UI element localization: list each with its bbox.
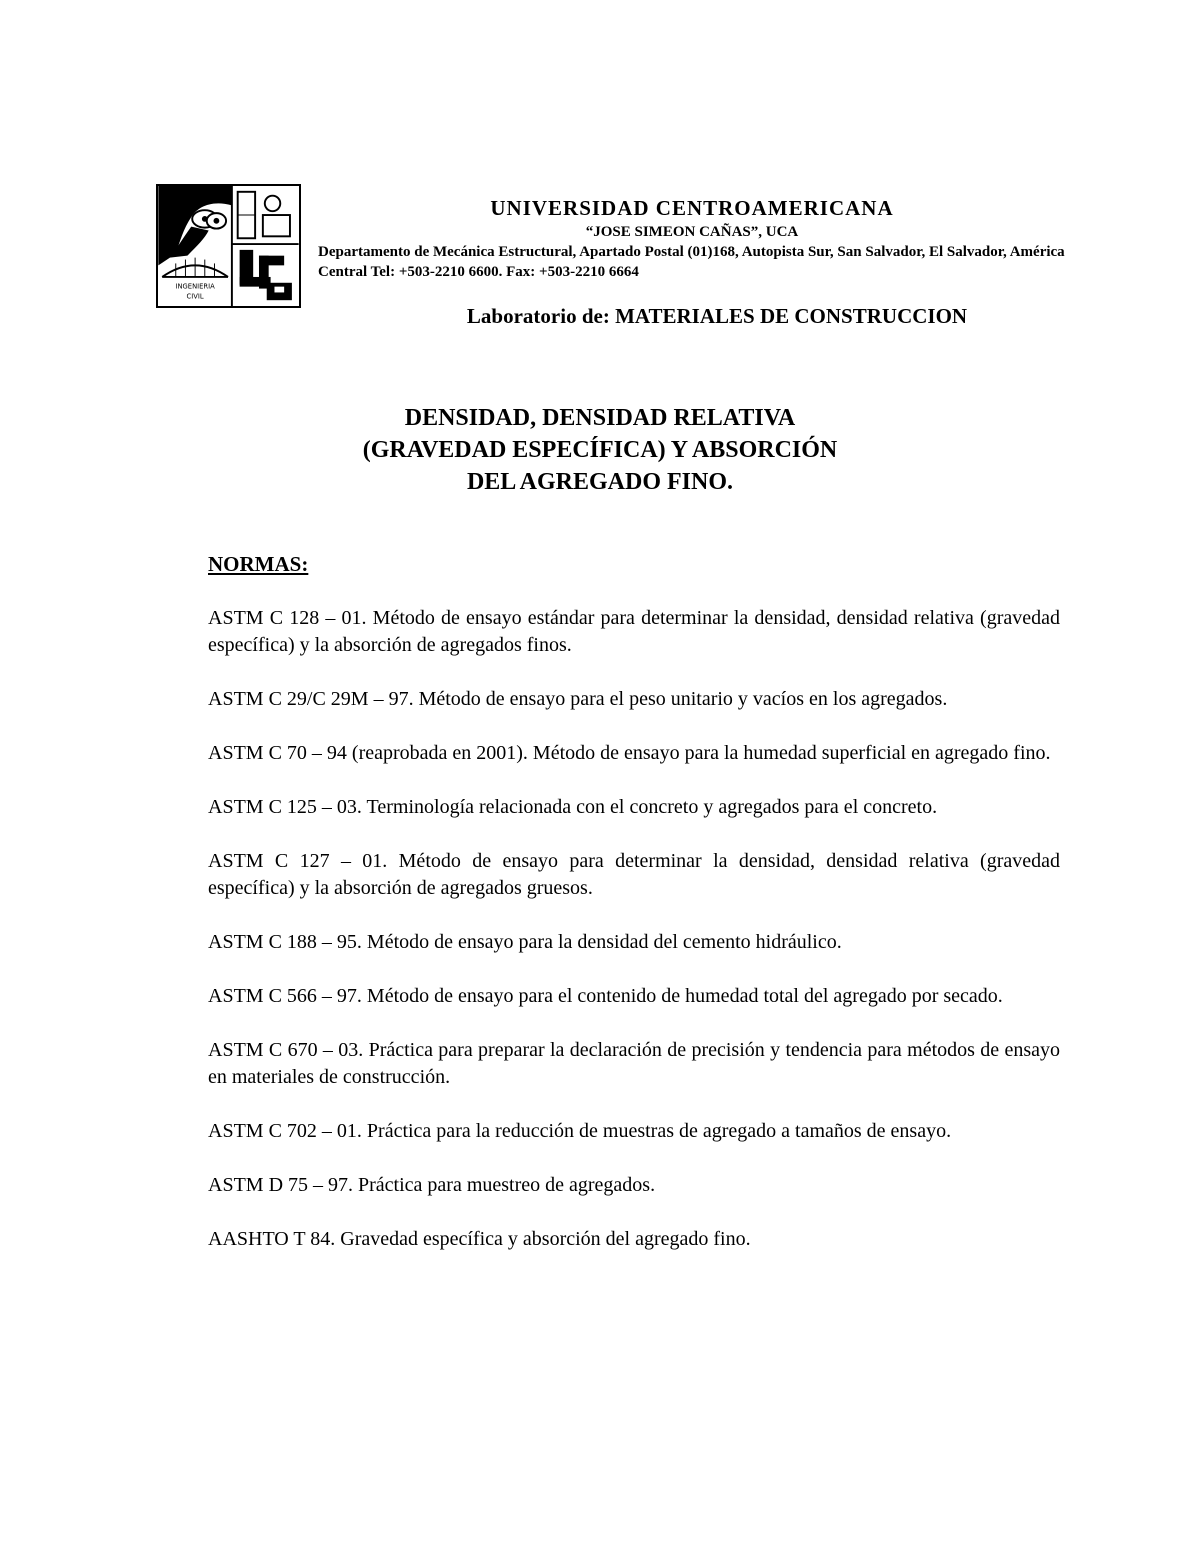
norms-heading: NORMAS: [208,552,309,576]
norm-item: ASTM C 566 – 97. Método de ensayo para el contenido de humedad total del agregado por secado. [208,985,1003,1007]
university-name: UNIVERSIDAD CENTROAMERICANA [490,196,894,220]
title-line: DEL AGREGADO FINO. [466,469,734,495]
title-line: (GRAVEDAD ESPECÍFICA) Y ABSORCIÓN [362,437,838,463]
institution-header [318,194,1066,282]
owl-bridge-uca-logo-icon [158,186,299,306]
norm-item: ASTM C 70 – 94 (reaprobada en 2001). Método de ensayo para la humedad superficial en agregado fino. [208,742,1051,764]
norm-item: ASTM C 188 – 95. Método de ensayo para la densidad del cemento hidráulico. [208,931,842,953]
laboratory-name: Laboratorio de: MATERIALES DE CONSTRUCCION [466,304,968,328]
norm-item: ASTM C 127 – 01. Método de ensayo para determinar la densidad, densidad relativa (gravedad específica) y la absorción de agregados gruesos. [208,850,1060,899]
norm-item: ASTM D 75 – 97. Práctica para muestreo de agregados. [208,1174,656,1196]
norm-item: AASHTO T 84. Gravedad específica y absorción del agregado fino. [208,1228,751,1250]
title-line: DENSIDAD, DENSIDAD RELATIVA [404,405,796,431]
norm-item: ASTM C 670 – 03. Práctica para preparar la declaración de precisión y tendencia para métodos de ensayo en materiales de construcción. [208,1039,1060,1088]
university-subtitle: “JOSE SIMEON CAÑAS”, UCA [585,224,799,240]
department-address: Departamento de Mecánica Estructural, Apartado Postal (01)168, Autopista Sur, San Salvador, El Salvador, América Central Tel: +503-2210 6600. Fax: +503-2210 6664 [318,244,1065,280]
norm-item: ASTM C 702 – 01. Práctica para la reducción de muestras de agregado a tamaños de ensayo. [208,1120,952,1142]
ingenieria-civil-uca-logo [156,184,301,308]
norm-item: ASTM C 125 – 03. Terminología relacionada con el concreto y agregados para el concreto. [208,796,938,818]
norms-list [208,605,1060,1280]
svg-text:INGENIERIA: INGENIERIA [175,282,215,291]
norm-item: ASTM C 29/C 29M – 97. Método de ensayo para el peso unitario y vacíos en los agregados. [208,688,948,710]
document-title [200,402,1000,498]
svg-text:CIVIL: CIVIL [186,292,204,301]
norm-item: ASTM C 128 – 01. Método de ensayo estándar para determinar la densidad, densidad relativa (gravedad específica) y la absorción de agregados finos. [208,607,1060,656]
